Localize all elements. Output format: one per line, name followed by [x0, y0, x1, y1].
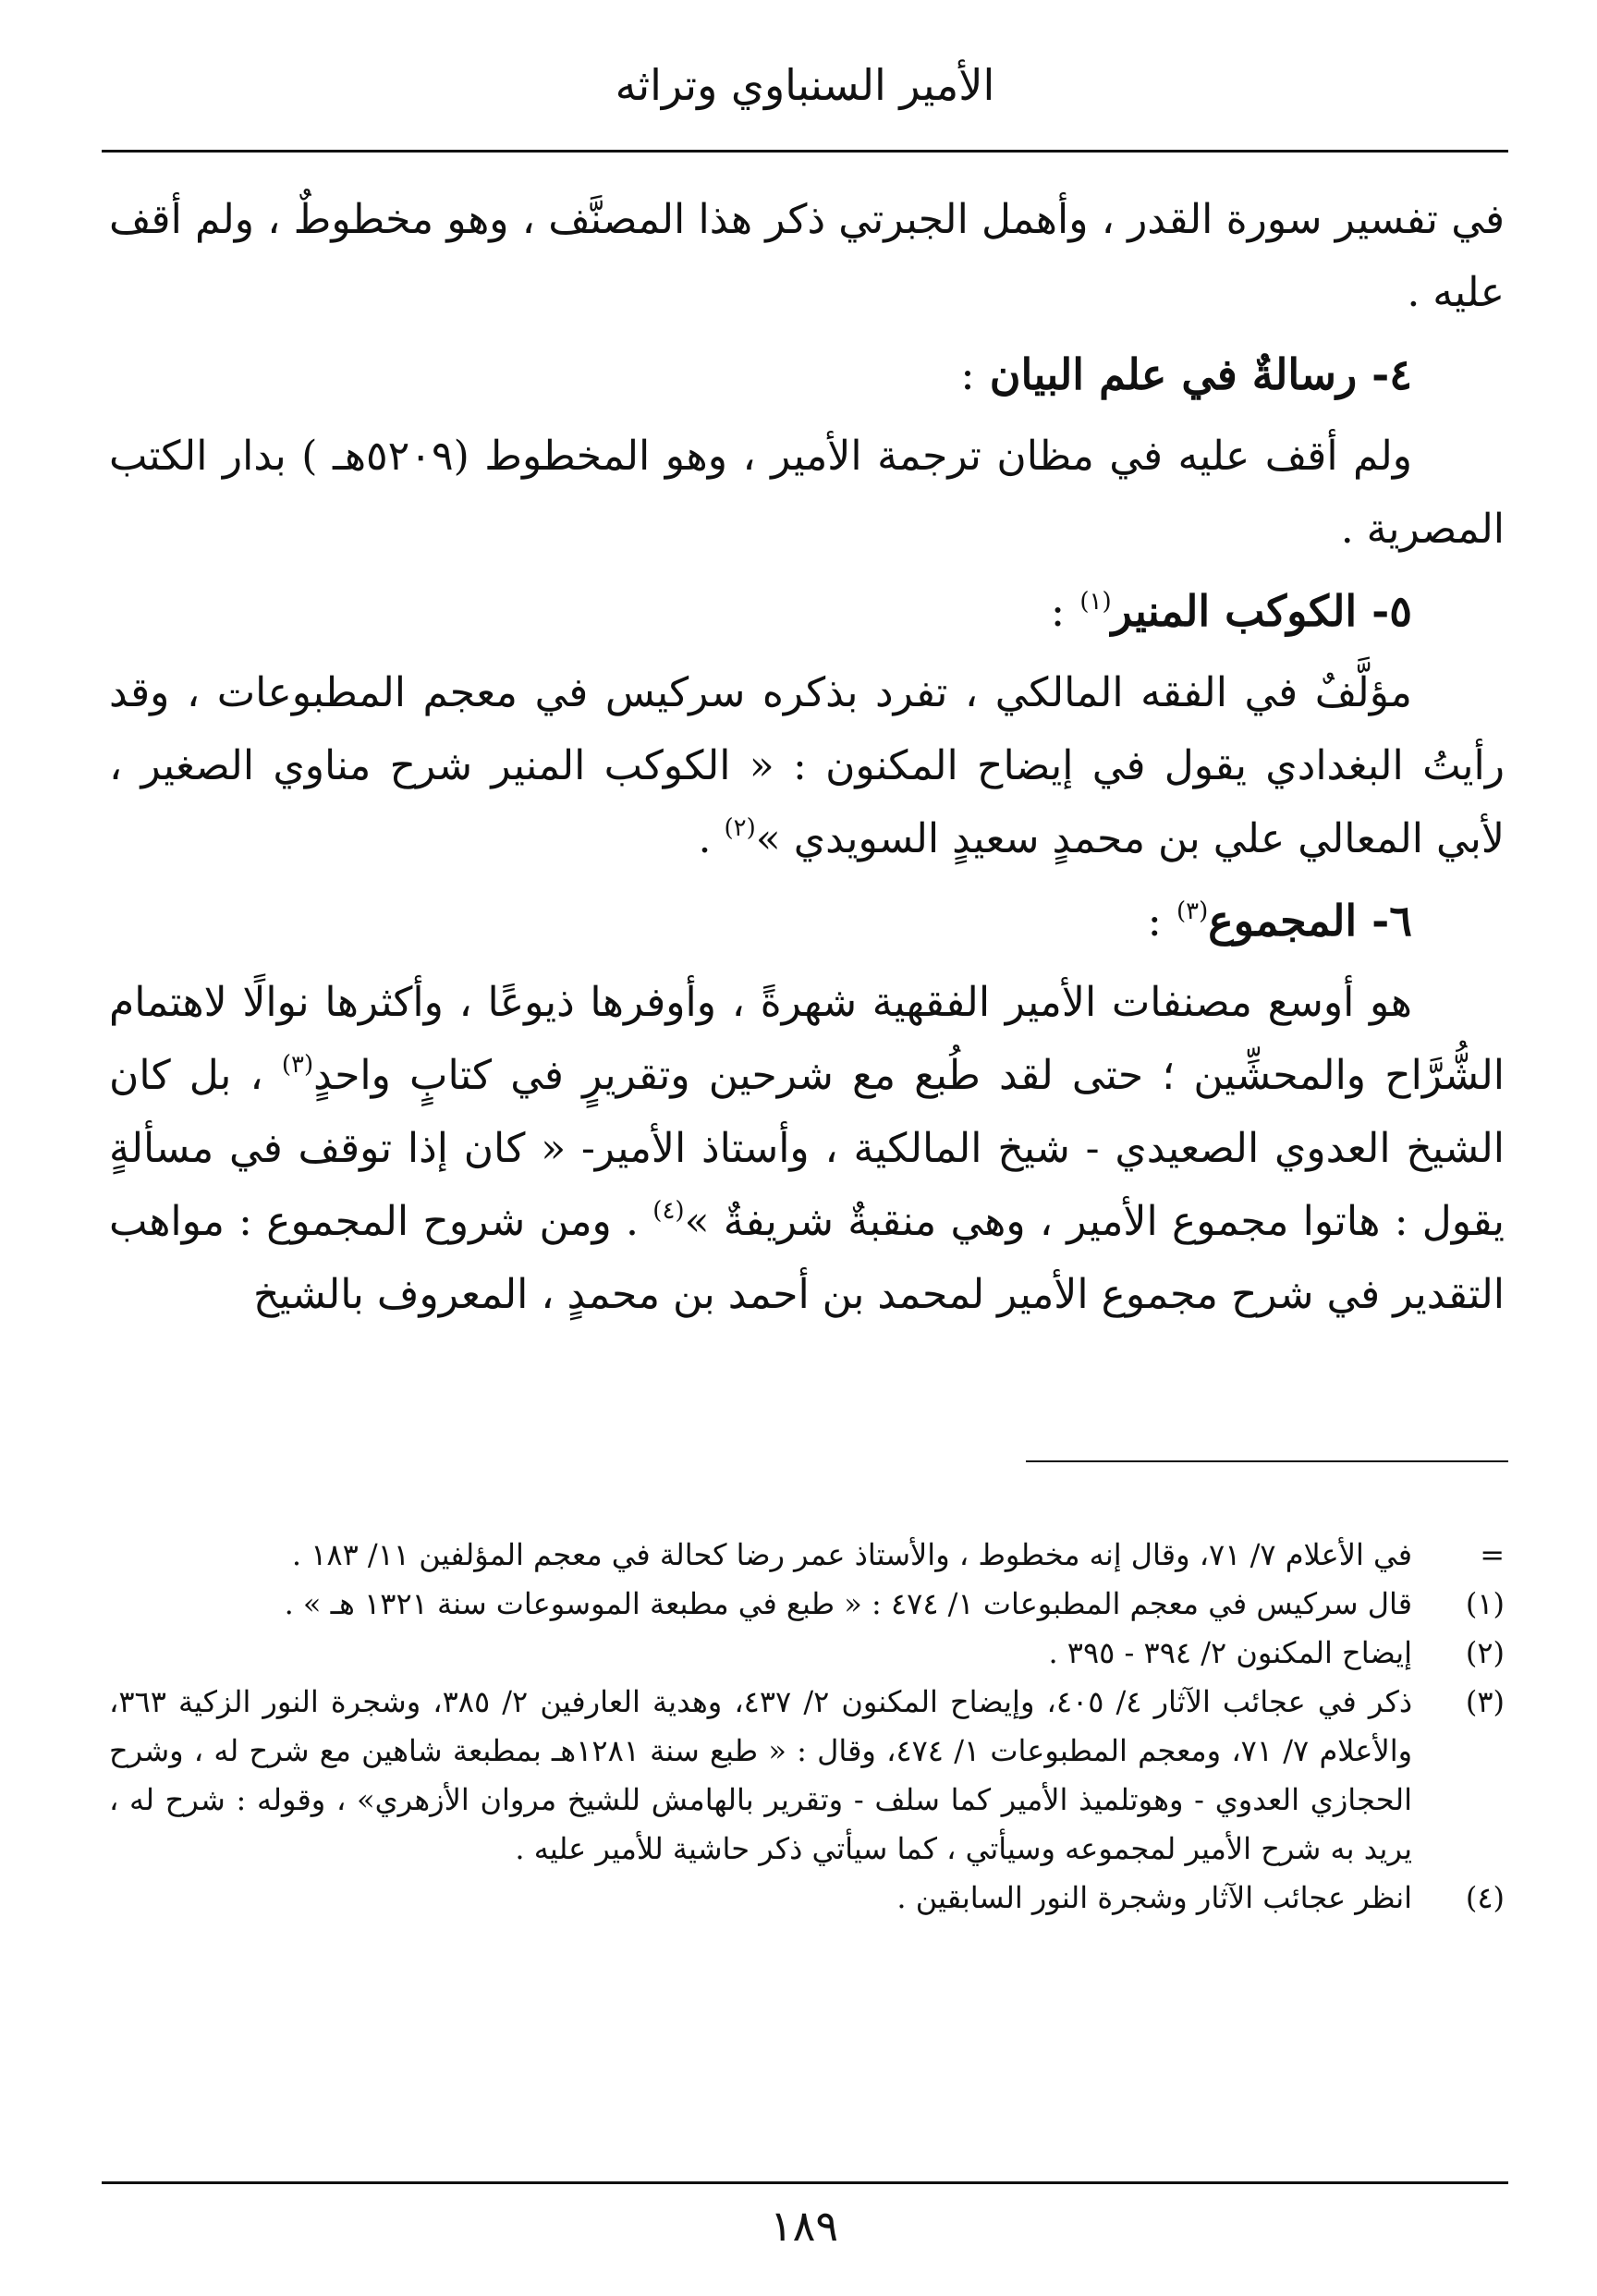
- paragraph-2: ولم أقف عليه في مظان ترجمة الأمير ، وهو المخطوط (٥٢٠٩هـ ) بدار الكتب المصرية .: [109, 433, 1505, 553]
- footnote-marker: (١): [1465, 1586, 1505, 1621]
- paragraph-3-text: مؤلَّفٌ في الفقه المالكي ، تفرد بذكره سركيس في معجم المطبوعات ، وقد رأيتُ البغدادي يقول في إيضاح المكنون : « الكوكب المنير شرح مناوي الصغير ، لأبي المعالي علي بن محمدٍ سعيدٍ السويدي »: [109, 669, 1505, 862]
- footnote-continued: [109, 1531, 1505, 1580]
- footnote-marker: =: [1480, 1537, 1505, 1572]
- heading-6-text: ٦- المجموع: [1208, 896, 1412, 946]
- heading-4-colon: :: [960, 349, 975, 399]
- paragraph-3-end: .: [698, 815, 725, 862]
- footnote-text: ذكر في عجائب الآثار ٤/ ٤٠٥، وإيضاح المكنون ٢/ ٤٣٧، وهدية العارفين ٢/ ٣٨٥، وشجرة النور الزكية ٣٦٣، والأعلام ٧/ ٧١، ومعجم المطبوعات ١/ ٤٧٤، وقال : « طبع سنة ١٢٨١هـ بمطبعة شاهين مع شرح له ، وشرح الحجازي العدوي - وهوتلميذ الأمير كما سلف - وتقرير بالهامش للشيخ مروان الأزهري» ، وقوله : شرح له ، يريد به شرح الأمير لمجموعه وسيأتي ، كما سيأتي ذكر حاشية للأمير عليه .: [109, 1684, 1413, 1866]
- footnote-marker: (٢): [1465, 1635, 1505, 1670]
- heading-6: [109, 875, 1505, 966]
- paragraph-1: في تفسير سورة القدر ، وأهمل الجبرتي ذكر هذا المصنَّف ، وهو مخطوطٌ ، ولم أقف عليه .: [109, 196, 1505, 316]
- footnote-3: [109, 1678, 1505, 1874]
- paragraph-3: [109, 656, 1505, 875]
- footnote-text: إيضاح المكنون ٢/ ٣٩٤ - ٣٩٥ .: [1048, 1635, 1412, 1670]
- heading-4: [109, 329, 1505, 420]
- footnote-2: [109, 1629, 1505, 1678]
- heading-5-colon: :: [1050, 586, 1066, 636]
- header-rule: [102, 150, 1508, 153]
- footnote-ref-4: (٤): [652, 1197, 685, 1225]
- paragraph-4-part-a: هو أوسع مصنفات الأمير الفقهية شهرةً ، وأوفرها ذيوعًا ، وأكثرها نوالًا لاهتمام الشُّرَّاح والمحشِّين ؛ حتى لقد طُبع مع شرحين وتقريرٍ في كتابٍ واحدٍ: [109, 979, 1505, 1099]
- footnote-separator: [1026, 1460, 1508, 1462]
- footnote-ref-3: (٣): [1176, 898, 1209, 925]
- footnote-text: في الأعلام ٧/ ٧١، وقال إنه مخطوط ، والأستاذ عمر رضا كحالة في معجم المؤلفين ١١/ ١٨٣ .: [291, 1537, 1412, 1572]
- footnotes: [109, 1531, 1505, 1923]
- footnote-4: [109, 1874, 1505, 1923]
- footnote-text: قال سركيس في معجم المطبوعات ١/ ٤٧٤ : « طبع في مطبعة الموسوعات سنة ١٣٢١ هـ » .: [284, 1586, 1412, 1621]
- footnote-ref-3b: (٣): [281, 1051, 314, 1079]
- footnote-marker: (٣): [1465, 1684, 1505, 1719]
- main-text: [109, 183, 1505, 1331]
- footnote-marker: (٤): [1465, 1880, 1505, 1915]
- running-head: الأمير السنباوي وتراثه: [615, 60, 995, 110]
- paragraph-4-part-b: ، بل كان الشيخ العدوي الصعيدي - شيخ المالكية ، وأستاذ الأمير- « كان إذا توقف في مسألةٍ يقول : هاتوا مجموع الأمير ، وهي منقبةٌ شريفةٌ »: [109, 1052, 1506, 1245]
- heading-6-colon: :: [1147, 896, 1162, 946]
- footnote-ref-2: (٢): [724, 814, 756, 842]
- footnote-ref-1: (١): [1079, 588, 1112, 616]
- page-number: ١٨٩: [769, 2201, 839, 2251]
- footer-rule: [102, 2181, 1508, 2184]
- heading-4-text: ٤- رسالةٌ في علم البيان: [989, 349, 1412, 399]
- heading-5: [109, 566, 1505, 656]
- paragraph-4-part-c: . ومن شروح المجموع : مواهب التقدير في شرح مجموع الأمير لمحمد بن أحمد بن محمدٍ ، المعروف بالشيخ: [109, 1198, 1505, 1318]
- footnote-text: انظر عجائب الآثار وشجرة النور السابقين .: [896, 1880, 1412, 1915]
- heading-5-text: ٥- الكوكب المنير: [1111, 586, 1412, 636]
- footnote-1: [109, 1580, 1505, 1629]
- paragraph-4: [109, 966, 1505, 1331]
